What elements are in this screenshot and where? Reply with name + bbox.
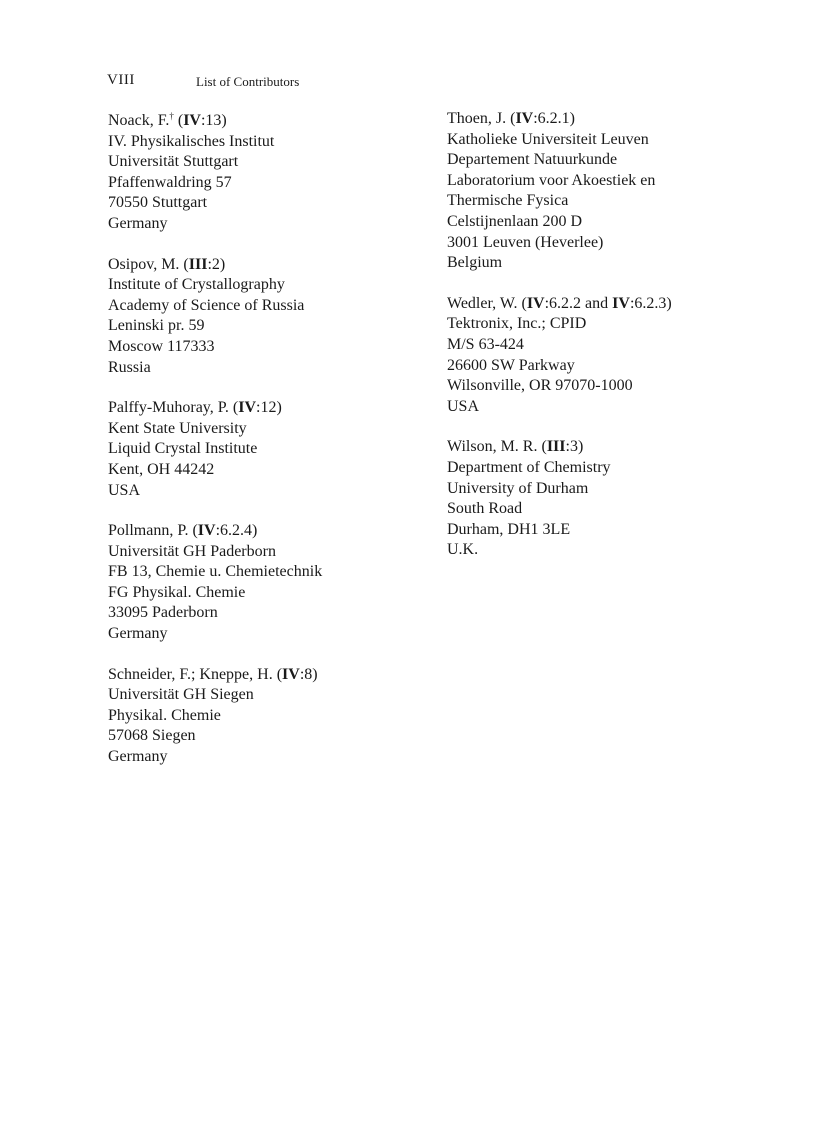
address-line: Wilsonville, OR 97070-1000 [447, 377, 633, 395]
contributor-entry-thoen [447, 109, 747, 274]
address-line: Durham, DH1 3LE [447, 520, 571, 538]
volume-ref: IV [282, 665, 300, 683]
address-line: Kent State University [108, 419, 247, 437]
address-line: M/S 63-424 [447, 335, 524, 353]
address-line: IV. Physikalisches Institut [108, 132, 275, 150]
deceased-dagger: † [169, 111, 174, 121]
address-line: Germany [108, 625, 168, 643]
address-line: South Road [447, 500, 523, 518]
address-line: Leninski pr. 59 [108, 317, 205, 335]
volume-ref: IV [183, 112, 201, 129]
address-line: USA [108, 481, 141, 499]
contributor-entry-pollmann [108, 521, 438, 645]
volume-ref: IV [612, 294, 630, 312]
address-line: Laboratorium voor Akoestiek en [447, 171, 656, 189]
address-line: Institute of Crystallography [108, 276, 285, 294]
address-line: Belgium [447, 254, 503, 272]
contributor-name: Thoen, J. (IV:6.2.1) [447, 110, 575, 127]
contributor-entry-osipov [108, 255, 438, 379]
address-line: 3001 Leuven (Heverlee) [447, 233, 604, 251]
contributors-right-column [447, 109, 747, 581]
contributor-entry-schneider [108, 665, 438, 768]
address-line: U.K. [447, 541, 479, 559]
address-line: Departement Natuurkunde [447, 151, 618, 169]
contributor-entry-noack [108, 111, 438, 235]
address-line: 57068 Siegen [108, 727, 196, 745]
contributor-name: Noack, F.† (IV:13) [108, 111, 227, 129]
address-line: University of Durham [447, 479, 589, 497]
contributor-entry-palffy [108, 398, 438, 501]
address-line: Universität Stuttgart [108, 153, 239, 171]
volume-ref: IV [197, 522, 216, 540]
address-line: Pfaffenwaldring 57 [108, 173, 232, 191]
address-line: Liquid Crystal Institute [108, 440, 258, 458]
address-line: Celstijnenlaan 200 D [447, 212, 583, 230]
address-line: 26600 SW Parkway [447, 356, 575, 374]
contributor-entry-wilson [447, 437, 747, 561]
address-line: Germany [108, 214, 168, 232]
address-line: Katholieke Universiteit Leuven [447, 130, 649, 148]
page-number: VIII [107, 72, 135, 88]
contributors-left-column [108, 111, 438, 788]
contributor-name: Palffy-Muhoray, P. (IV:12) [108, 399, 282, 417]
address-line: FG Physikal. Chemie [108, 583, 246, 601]
page-header [107, 72, 707, 94]
address-line: Moscow 117333 [108, 337, 215, 355]
address-line: Academy of Science of Russia [108, 296, 305, 314]
running-title: List of Contributors [196, 74, 300, 89]
address-line: Thermische Fysica [447, 192, 569, 210]
contributor-name: Wedler, W. (IV:6.2.2 and IV:6.2.3) [447, 294, 672, 312]
contributor-name: Osipov, M. (III:2) [108, 255, 226, 273]
address-line: Russia [108, 358, 151, 376]
address-line: 70550 Stuttgart [108, 194, 208, 212]
address-line: Department of Chemistry [447, 458, 611, 476]
contributor-name: Schneider, F.; Kneppe, H. (IV:8) [108, 665, 318, 683]
contributor-name: Wilson, M. R. (III:3) [447, 438, 584, 456]
address-line: Kent, OH 44242 [108, 460, 215, 478]
address-line: USA [447, 397, 480, 415]
address-line: FB 13, Chemie u. Chemietechnik [108, 563, 323, 581]
contributor-name: Pollmann, P. (IV:6.2.4) [108, 522, 258, 540]
address-line: Physikal. Chemie [108, 706, 221, 724]
address-line: Universität GH Siegen [108, 686, 254, 704]
address-line: Universität GH Paderborn [108, 542, 276, 560]
volume-ref: III [188, 255, 208, 273]
contributor-entry-wedler [447, 294, 747, 418]
volume-ref: III [546, 438, 566, 456]
volume-ref: IV [515, 110, 534, 127]
volume-ref: IV [238, 399, 256, 417]
address-line: Germany [108, 748, 168, 766]
address-line: Tektronix, Inc.; CPID [447, 315, 587, 333]
address-line: 33095 Paderborn [108, 604, 218, 622]
volume-ref: IV [526, 294, 545, 312]
